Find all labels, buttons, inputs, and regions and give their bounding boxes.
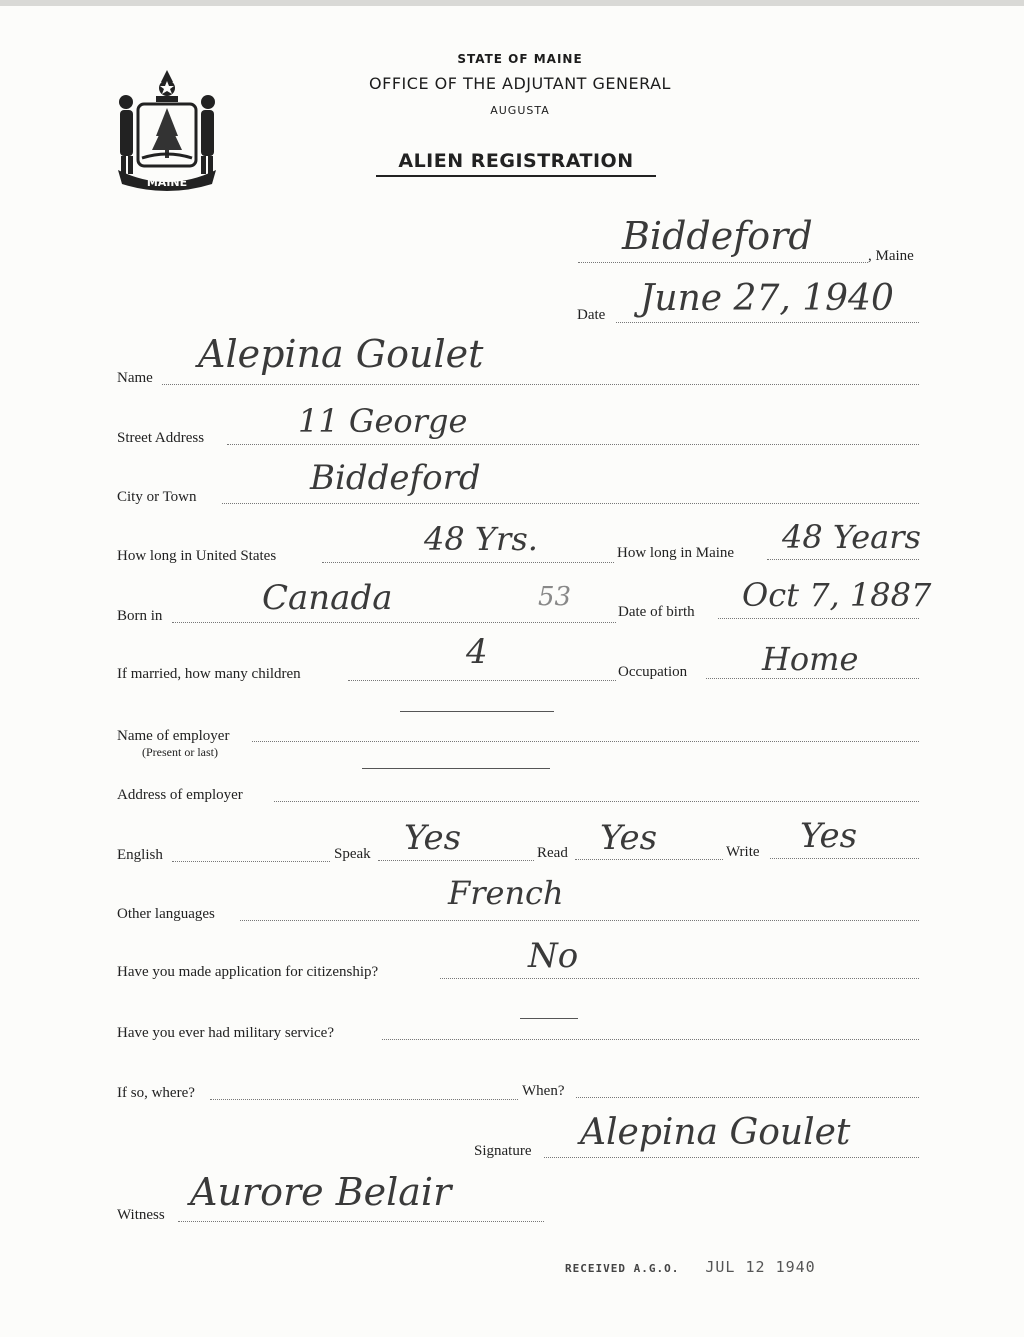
citizenship-line: [440, 978, 919, 979]
witness-value: Aurore Belair: [190, 1170, 452, 1214]
header-city: AUGUSTA: [490, 104, 550, 117]
occupation-label: Occupation: [618, 664, 688, 680]
english-label: English: [117, 847, 163, 863]
date-line: [616, 322, 919, 323]
employer-line: [252, 741, 919, 742]
header-state: STATE OF MAINE: [457, 52, 583, 66]
date-label: Date: [577, 307, 606, 323]
date-value: June 27, 1940: [640, 278, 894, 319]
stamp-prefix: RECEIVED A.G.O.: [565, 1262, 680, 1275]
place-value: Biddeford: [622, 214, 813, 258]
street-value: 11 George: [298, 402, 468, 440]
speak-label: Speak: [334, 846, 371, 862]
occupation-line: [706, 678, 919, 679]
witness-line: [178, 1221, 544, 1222]
military-dash: [520, 1018, 578, 1019]
read-label: Read: [537, 845, 568, 861]
other-languages-line: [240, 920, 919, 921]
scan-edge: [0, 0, 1024, 6]
where-line: [210, 1099, 518, 1100]
signature-value: Alepina Goulet: [580, 1112, 851, 1153]
when-label: When?: [522, 1083, 565, 1099]
how-long-maine-value: 48 Years: [782, 518, 921, 556]
speak-value: Yes: [404, 818, 462, 858]
received-stamp: [565, 1258, 816, 1276]
stamp-date: JUL 12 1940: [705, 1258, 816, 1276]
state-seal-icon: [112, 66, 222, 194]
header-office: OFFICE OF THE ADJUTANT GENERAL: [369, 74, 671, 93]
where-label: If so, where?: [117, 1085, 195, 1101]
employer-address-line: [274, 801, 919, 802]
employer-label: Name of employer: [117, 728, 230, 744]
age-note: 53: [538, 582, 572, 612]
employer-address-dash: [362, 768, 550, 769]
children-label: If married, how many children: [117, 666, 301, 682]
employer-sublabel: (Present or last): [142, 745, 218, 759]
read-line: [575, 859, 723, 860]
employer-address-label: Address of employer: [117, 787, 243, 803]
write-value: Yes: [800, 816, 858, 856]
city-value: Biddeford: [310, 458, 481, 498]
military-label: Have you ever had military service?: [117, 1025, 334, 1041]
how-long-us-value: 48 Yrs.: [424, 520, 538, 558]
born-in-value: Canada: [262, 578, 393, 618]
other-languages-value: French: [448, 874, 564, 912]
employer-dash: [400, 711, 554, 712]
write-label: Write: [726, 844, 760, 860]
speak-line: [378, 860, 534, 861]
how-long-maine-line: [767, 559, 919, 560]
citizenship-label: Have you made application for citizenship?: [117, 964, 379, 980]
form-title: ALIEN REGISTRATION: [376, 150, 656, 177]
how-long-maine-label: How long in Maine: [617, 545, 735, 561]
english-line: [172, 861, 330, 862]
other-languages-label: Other languages: [117, 906, 215, 922]
citizenship-value: No: [528, 936, 579, 976]
name-value: Alepina Goulet: [198, 332, 484, 376]
street-line: [227, 444, 919, 445]
occupation-value: Home: [762, 640, 859, 678]
signature-line: [544, 1157, 919, 1158]
born-in-line: [172, 622, 616, 623]
signature-label: Signature: [474, 1143, 532, 1159]
date-of-birth-label: Date of birth: [618, 604, 695, 620]
date-of-birth-line: [718, 618, 919, 619]
when-line: [576, 1097, 919, 1098]
write-line: [770, 858, 919, 859]
name-label: Name: [117, 370, 153, 386]
how-long-us-line: [322, 562, 614, 563]
born-in-label: Born in: [117, 608, 163, 624]
maine-label: , Maine: [868, 248, 914, 264]
children-value: 4: [466, 632, 488, 672]
place-line: [578, 262, 868, 263]
seal-text: MAINE: [146, 176, 188, 189]
witness-label: Witness: [117, 1207, 165, 1223]
children-line: [348, 680, 616, 681]
how-long-us-label: How long in United States: [117, 548, 277, 564]
date-of-birth-value: Oct 7, 1887: [742, 576, 932, 614]
read-value: Yes: [600, 818, 658, 858]
street-label: Street Address: [117, 430, 205, 446]
military-line: [382, 1039, 919, 1040]
city-line: [222, 503, 919, 504]
name-line: [162, 384, 919, 385]
city-label: City or Town: [117, 489, 197, 505]
